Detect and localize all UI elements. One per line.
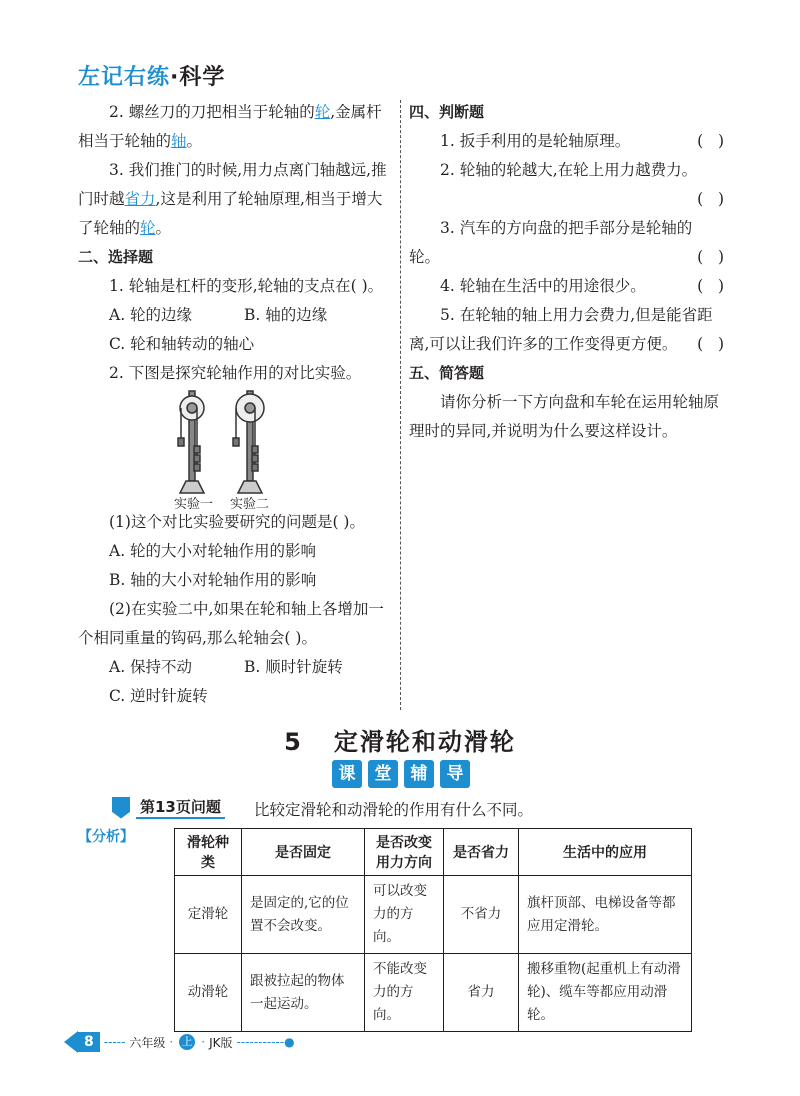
question-tag-label: 第13页问题: [136, 796, 225, 819]
column-header: 是否改变用力方向: [365, 829, 444, 876]
table-cell: 旗杆顶部、电梯设备等都应用定滑轮。: [519, 876, 692, 954]
analysis-label: 【分析】: [78, 829, 134, 845]
bookmark-icon: [112, 797, 130, 819]
column-divider: [400, 100, 401, 710]
grade-label: 六年级: [129, 1035, 166, 1050]
table-header-row: [175, 829, 692, 876]
term-badge: 上: [179, 1034, 195, 1050]
question-3: 3. 我们推门的时候,用力点离门轴越远,推门时越省力,这是利用了轮轴原理,相当于增大了轮轴的轮。: [78, 161, 387, 237]
banner-char: 辅: [404, 760, 434, 788]
option-a: A. 保持不动: [109, 658, 193, 676]
section-banner: [332, 760, 470, 788]
apparatus-1: [178, 391, 204, 493]
column-header: 滑轮种类: [175, 829, 242, 876]
column-header: 生活中的应用: [519, 829, 692, 876]
table-cell: 省力: [444, 954, 519, 1032]
table-row: [175, 876, 692, 954]
option-b: B. 轴的大小对轮轴作用的影响: [109, 571, 317, 589]
comparison-table: [174, 828, 692, 1032]
choice-question-2: 2. 下图是探究轮轴作用的对比实验。: [109, 364, 362, 382]
lesson-title: [0, 722, 800, 757]
tf-question-3: 3. 汽车的方向盘的把手部分是轮轴的: [440, 219, 693, 237]
figure-label-2: 实验二: [230, 497, 270, 512]
answer-blank: 省力: [124, 190, 156, 208]
figure-label-1: 实验一: [174, 497, 214, 512]
sub-question-2: (2)在实验二中,如果在轮和轴上各增加一个相同重量的钩码,那么轮轴会( )。: [78, 600, 384, 647]
page-footer: 8 ----- 六年级 · 上 · JK版 -----------●: [64, 1031, 299, 1053]
column-header: 是否省力: [444, 829, 519, 876]
banner-char: 课: [332, 760, 362, 788]
table-cell: 是固定的,它的位置不会改变。: [242, 876, 365, 954]
section-heading: 二、选择题: [78, 248, 154, 266]
table-cell: 不能改变力的方向。: [365, 954, 444, 1032]
table-row: [175, 954, 692, 1032]
page-number: 8: [78, 1032, 100, 1052]
header-title: [78, 60, 225, 91]
answer-blank: 轴: [171, 132, 187, 150]
options-row: [78, 653, 393, 682]
question-text: 比较定滑轮和动滑轮的作用有什么不同。: [254, 801, 534, 819]
option-c: C. 逆时针旋转: [109, 687, 208, 705]
tf-question-2: 2. 轮轴的轮越大,在轮上用力越费力。: [440, 161, 698, 179]
banner-char: 堂: [368, 760, 398, 788]
tf-question-1: 1. 扳手利用的是轮轴原理。 ( ): [440, 132, 724, 150]
lesson-number: 5: [284, 728, 303, 756]
lesson-name: 定滑轮和动滑轮: [333, 728, 516, 756]
table-cell: 跟被拉起的物体一起运动。: [242, 954, 365, 1032]
option-a: A. 轮的边缘: [109, 306, 193, 324]
choice-question-1: 1. 轮轴是杠杆的变形,轮轴的支点在( )。: [109, 277, 384, 295]
option-b: B. 顺时针旋转: [244, 658, 343, 676]
banner-char: 导: [440, 760, 470, 788]
brand-name: 左记右练: [78, 65, 171, 90]
section-heading: 五、简答题: [409, 364, 485, 382]
table-cell: 不省力: [444, 876, 519, 954]
tf-question-3-cont: 轮。 ( ): [409, 248, 724, 266]
page-arrow-icon: [64, 1031, 78, 1053]
apparatus-2: [233, 391, 264, 493]
options-row: [78, 301, 393, 330]
right-column: [409, 98, 724, 446]
tf-question-4: 4. 轮轴在生活中的用途很少。 ( ): [440, 277, 724, 295]
tf-question-5-cont: 离,可以让我们许多的工作变得更方便。 ( ): [409, 335, 724, 353]
wheel-axle-illustration: [174, 388, 298, 512]
option-c: C. 轮和轴转动的轴心: [109, 335, 255, 353]
question-2: 2. 螺丝刀的刀把相当于轮轴的轮,金属杆相当于轮轴的轴。: [78, 103, 382, 150]
answer-blank: 轮: [314, 103, 331, 121]
tf-answer-2: ( ): [697, 190, 724, 208]
table-cell: 搬移重物(起重机上有动滑轮)、缆车等都应用动滑轮。: [519, 954, 692, 1032]
option-a: A. 轮的大小对轮轴作用的影响: [109, 542, 317, 560]
edition-label: JK版: [209, 1035, 233, 1050]
tf-question-5: 5. 在轮轴的轴上用力会费力,但是能省距: [440, 306, 713, 324]
question-tag: [112, 796, 225, 819]
column-header: 是否固定: [242, 829, 365, 876]
short-answer-question: 请你分析一下方向盘和车轮在运用轮轴原理时的异同,并说明为什么要这样设计。: [409, 393, 720, 440]
section-heading: 四、判断题: [409, 103, 485, 121]
option-b: B. 轴的边缘: [244, 306, 328, 324]
experiment-figure: [78, 388, 393, 512]
sub-question-1: (1)这个对比实验要研究的问题是( )。: [109, 513, 365, 531]
table-cell: 定滑轮: [175, 876, 242, 954]
answer-blank: 轮: [140, 219, 156, 237]
table-cell: 动滑轮: [175, 954, 242, 1032]
left-column: [78, 98, 393, 711]
subject-name: ·科学: [170, 65, 226, 90]
table-cell: 可以改变力的方向。: [365, 876, 444, 954]
